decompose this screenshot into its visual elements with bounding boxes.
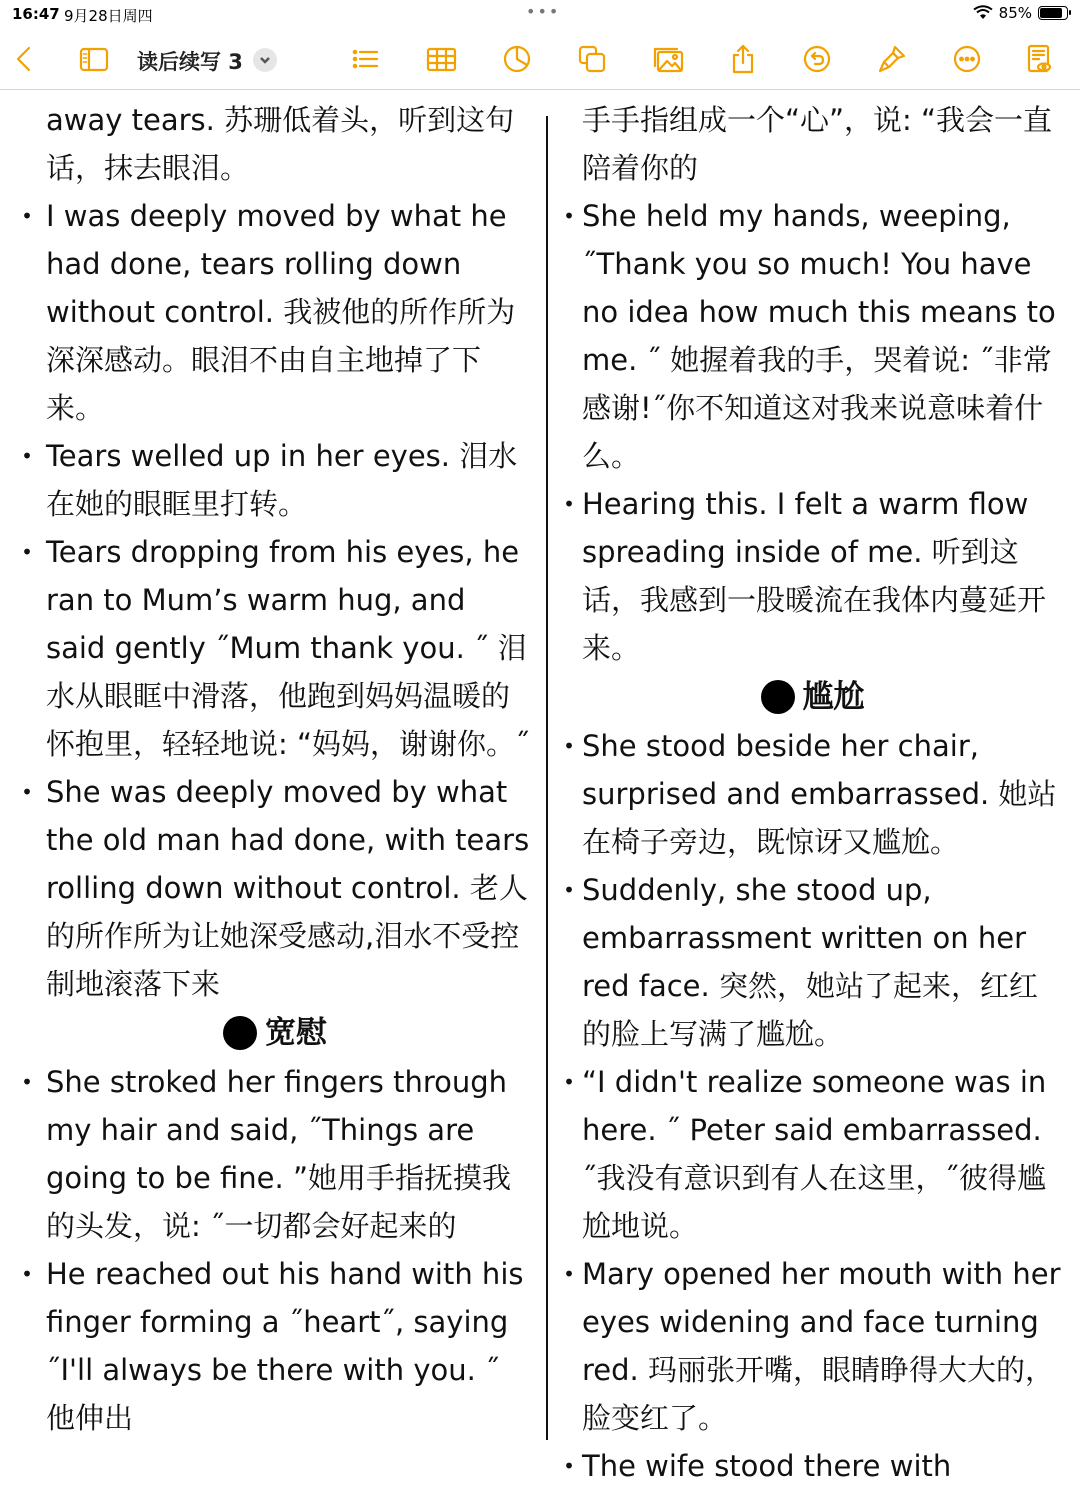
bullet-text: Tears dropping from his eyes, he ran to Mum’s warm hug, and said gently ˝Mum thank you. ˝ 泪水从眼眶中滑落，他跑到妈妈温暖的怀抱里，轻轻地说: “妈妈，谢谢你。˝ <box>46 535 530 761</box>
status-right <box>973 4 1068 22</box>
bullet-item[interactable] <box>560 480 1065 672</box>
text-paragraph[interactable] <box>560 96 1065 192</box>
bullet-item[interactable] <box>560 1250 1065 1442</box>
bullet-item[interactable] <box>20 1058 530 1250</box>
bullet-item[interactable] <box>20 768 530 1008</box>
bullet-item[interactable] <box>560 1442 1065 1490</box>
status-bar <box>0 0 1080 28</box>
list-icon[interactable] <box>348 42 382 76</box>
format-brush-icon[interactable] <box>875 42 909 76</box>
heading-text: 尴尬 <box>802 679 865 715</box>
bullet-icon: • <box>21 540 33 564</box>
black-circle-icon <box>223 1016 257 1050</box>
undo-icon[interactable] <box>800 42 834 76</box>
heading-text: 宽慰 <box>265 1015 327 1051</box>
bullet-icon: • <box>21 204 33 228</box>
paragraph-text: 手手指组成一个“心”，说: “我会一直陪着你的 <box>582 103 1053 185</box>
bullet-text: I was deeply moved by what he had done, tears rolling down without control. 我被他的所作所为深深感动。眼泪不由自主地掉了下来。 <box>46 199 516 425</box>
sidebar-icon[interactable] <box>76 42 110 76</box>
bullet-item[interactable] <box>20 1250 530 1442</box>
bullet-text: She stood beside her chair, surprised and embarrassed. 她站在椅子旁边，既惊讶又尴尬。 <box>582 729 1057 859</box>
bullet-item[interactable] <box>20 528 530 768</box>
media-icon[interactable] <box>651 42 685 76</box>
bullet-item[interactable] <box>560 722 1065 866</box>
status-time: 16:47 <box>12 5 60 23</box>
black-circle-icon <box>761 680 795 714</box>
document-title[interactable]: 读后续写 3 <box>137 50 243 74</box>
bullet-text: Mary opened her mouth with her eyes widening and face turning red. 玛丽张开嘴，眼睛睁得大大的，脸变红了。 <box>582 1257 1061 1435</box>
bullet-item[interactable] <box>20 432 530 528</box>
bullet-icon: • <box>563 1070 575 1094</box>
bullet-icon: • <box>21 444 33 468</box>
bullet-icon: • <box>21 1262 33 1286</box>
bullet-icon: • <box>563 204 575 228</box>
bullet-text: She held my hands, weeping, ˝Thank you so much! You have no idea how much this means to me. ˝ 她握着我的手，哭着说: ˝非常感谢!˝你不知道这对我来说意味着什么。 <box>582 199 1056 473</box>
table-icon[interactable] <box>424 42 458 76</box>
right-column <box>560 96 1065 1490</box>
bullet-text: Suddenly, she stood up, embarrassment written on her red face. 突然，她站了起来，红红的脸上写满了尴尬。 <box>582 873 1038 1051</box>
column-divider <box>546 116 548 1440</box>
share-icon[interactable] <box>726 42 760 76</box>
back-chevron-icon[interactable] <box>8 42 42 76</box>
bullet-icon: • <box>21 1070 33 1094</box>
bullet-icon: • <box>21 780 33 804</box>
chart-icon[interactable] <box>500 42 534 76</box>
more-icon[interactable] <box>950 42 984 76</box>
toolbar <box>0 30 1080 88</box>
left-column <box>20 96 530 1442</box>
bullet-icon: • <box>563 492 575 516</box>
bullet-icon: • <box>563 1262 575 1286</box>
bullet-text: “I didn't realize someone was in here. ˝ Peter said embarrassed. ˝我没有意识到有人在这里，˝彼得尴尬地说。 <box>582 1065 1047 1243</box>
shapes-icon[interactable] <box>575 42 609 76</box>
section-heading[interactable] <box>560 672 1065 722</box>
toolbar-divider <box>0 89 1080 90</box>
bullet-item[interactable] <box>560 192 1065 480</box>
battery-icon <box>1038 6 1068 20</box>
battery-percent: 85% <box>998 4 1032 22</box>
bullet-item[interactable] <box>560 866 1065 1058</box>
bullet-text: The wife stood there with <box>582 1449 952 1483</box>
chevron-down-icon[interactable] <box>253 48 277 72</box>
bullet-icon: • <box>563 734 575 758</box>
bullet-icon: • <box>563 878 575 902</box>
status-date: 9月28日周四 <box>64 7 153 25</box>
bullet-item[interactable] <box>20 192 530 432</box>
bullet-text: She was deeply moved by what the old man had done, with tears rolling down without control. 老人的所作所为让她深受感动,泪水不受控制地滚落下来 <box>46 775 530 1001</box>
bullet-text: She stroked her fingers through my hair and said, ˝Things are going to be fine. ”她用手指抚摸我的头发，说: ˝一切都会好起来的 <box>46 1065 511 1243</box>
bullet-text: He reached out his hand with his finger forming a ˝heart˝, saying ˝I'll always be there with you. ˝ 他伸出 <box>46 1257 524 1435</box>
bullet-text: Hearing this. I felt a warm flow spreading inside of me. 听到这话，我感到一股暖流在我体内蔓延开来。 <box>582 487 1047 665</box>
paragraph-text: away tears. 苏珊低着头，听到这句话，抹去眼泪。 <box>46 103 515 185</box>
section-heading[interactable] <box>20 1008 530 1058</box>
wifi-icon <box>973 6 993 20</box>
multitask-dots-icon[interactable]: ••• <box>526 2 561 21</box>
document-view-icon[interactable] <box>1022 42 1056 76</box>
bullet-text: Tears welled up in her eyes. 泪水在她的眼眶里打转。 <box>46 439 518 521</box>
bullet-item[interactable] <box>560 1058 1065 1250</box>
bullet-icon: • <box>563 1454 575 1478</box>
text-paragraph[interactable] <box>20 96 530 192</box>
